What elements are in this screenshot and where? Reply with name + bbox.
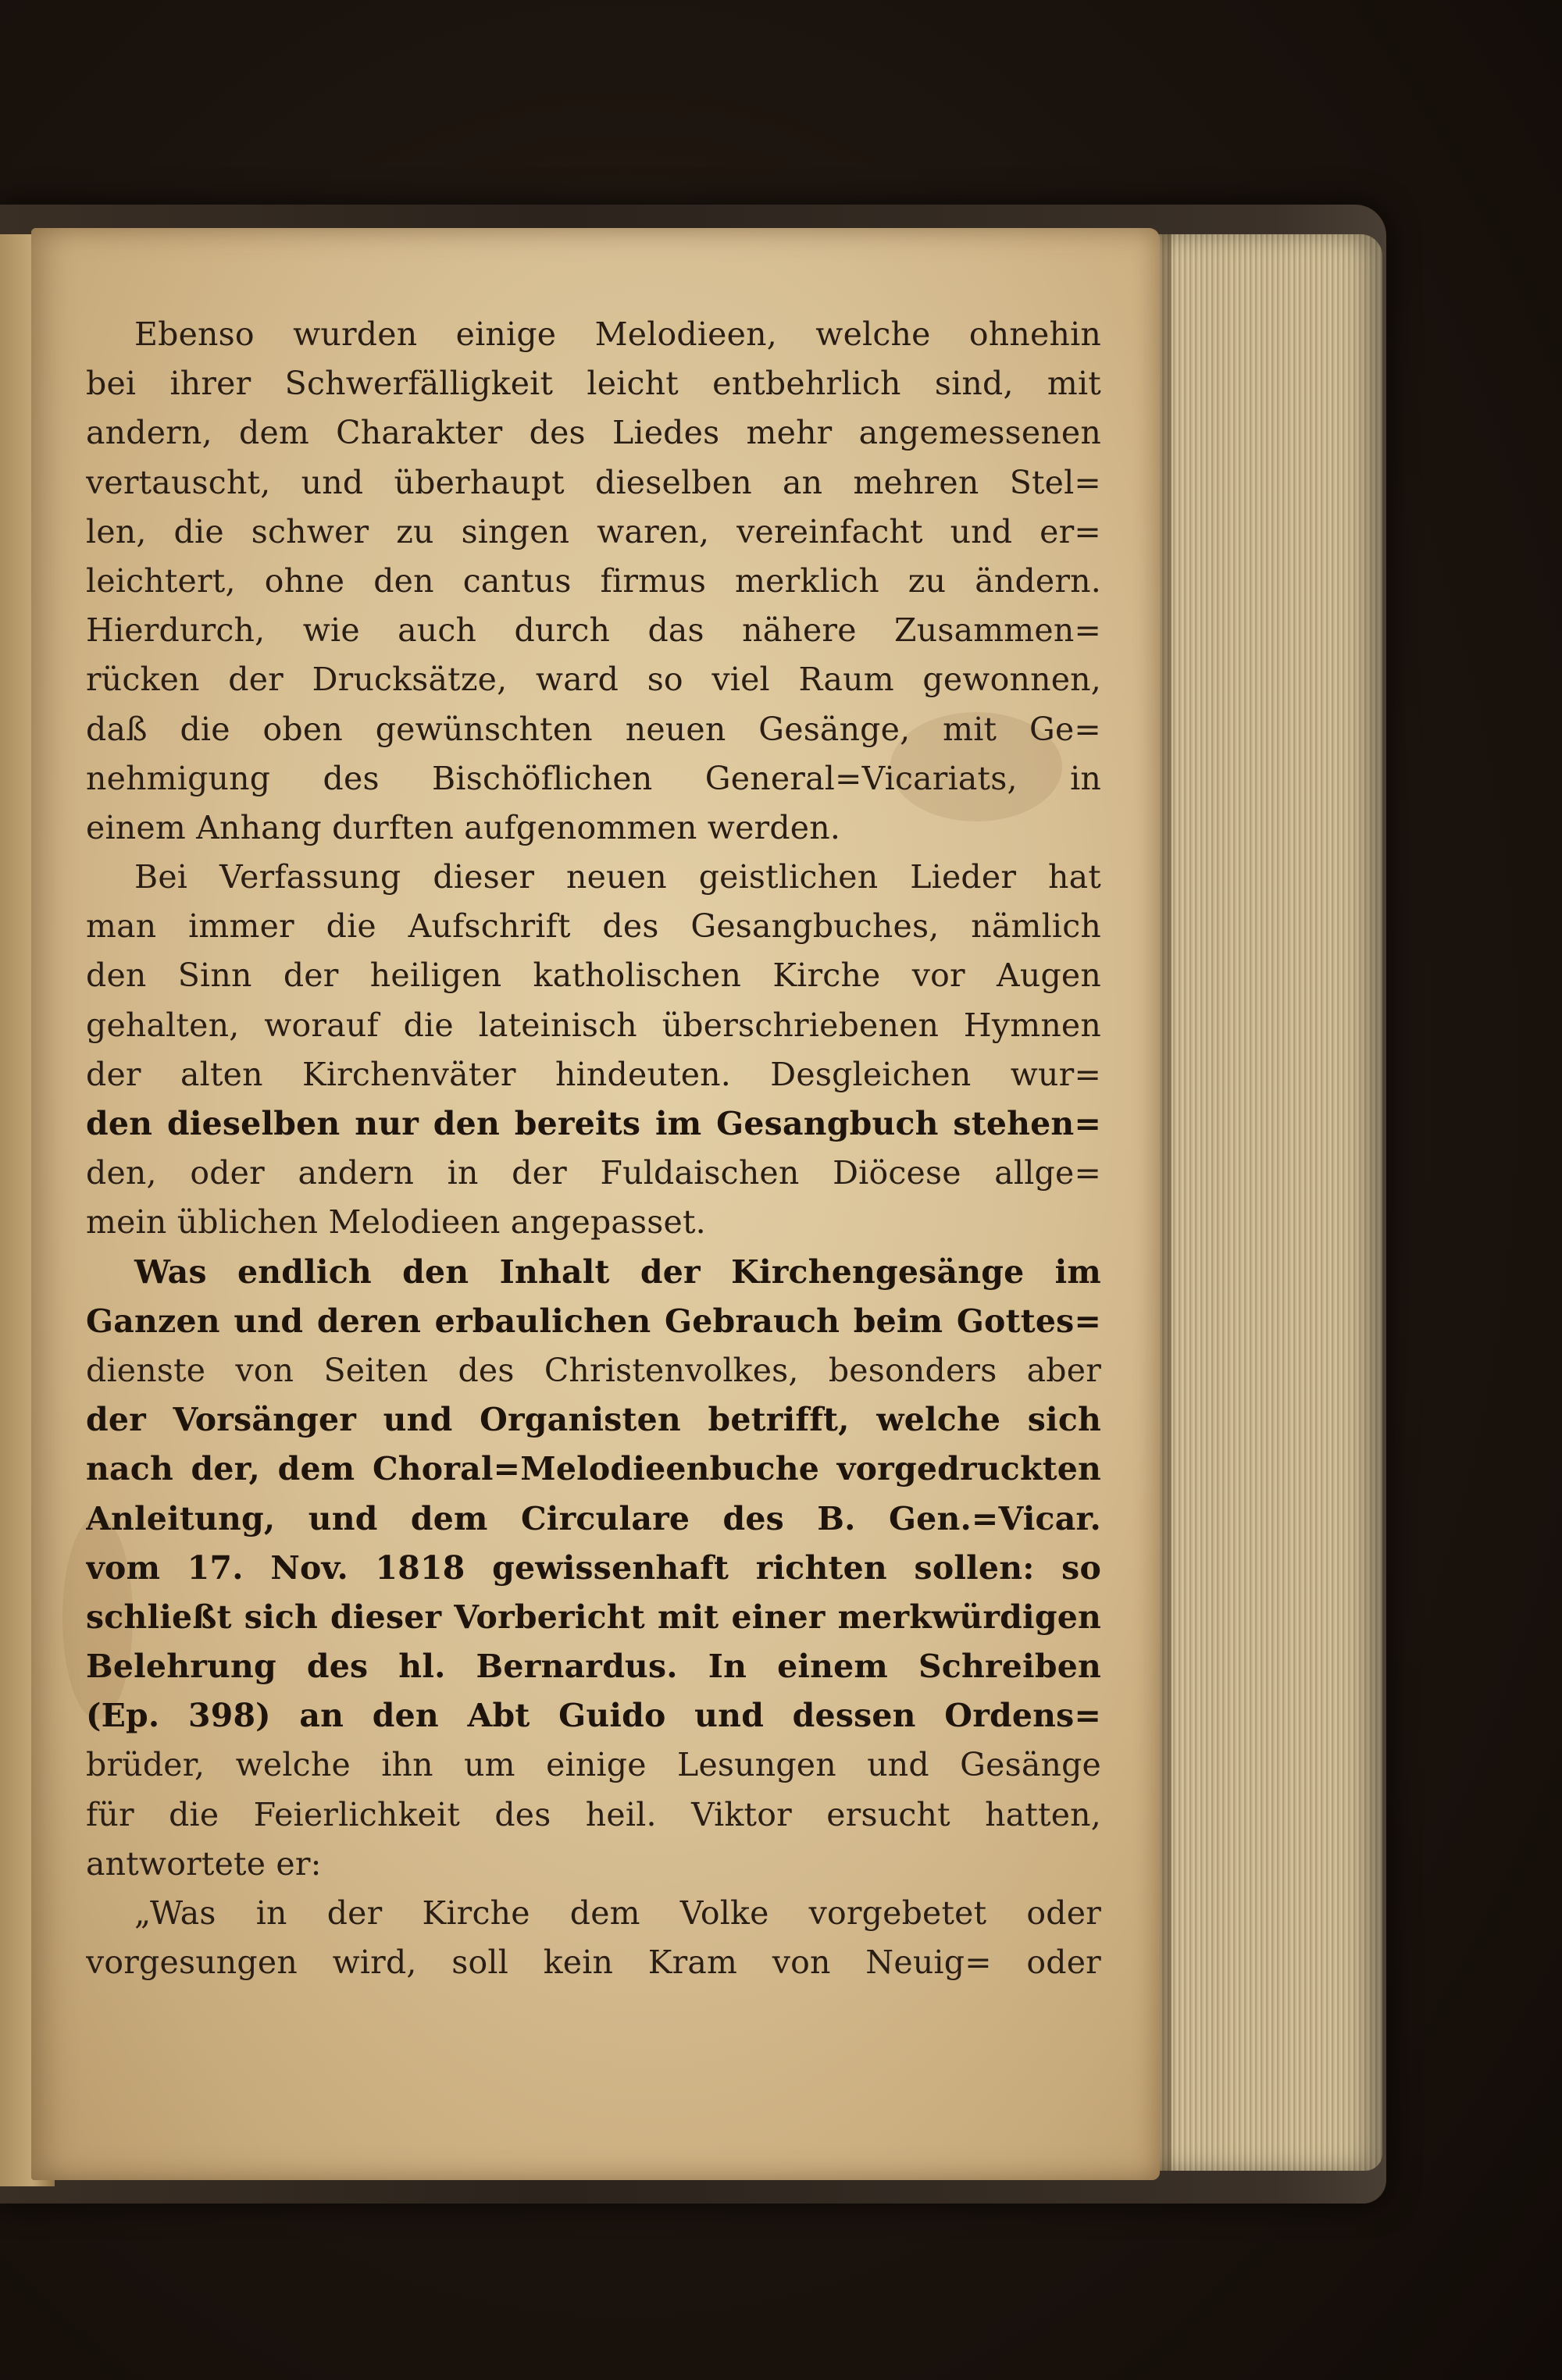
text-line: daß die oben gewünschten neuen Gesänge, mit Ge= — [86, 710, 1101, 748]
text-line: bei ihrer Schwerfälligkeit leicht entbehrlich sind, mit — [86, 365, 1101, 403]
page-text — [86, 310, 1101, 1987]
text-line: einem Anhang durften aufgenommen werden. — [86, 808, 841, 846]
text-line: nehmigung des Bischöflichen General=Vicariats, in — [86, 759, 1101, 797]
text-line: vom 17. Nov. 1818 gewissenhaft richten sollen: so — [86, 1548, 1101, 1587]
text-line: brüder, welche ihn um einige Lesungen und Gesänge — [86, 1746, 1101, 1784]
text-line: vertauscht, und überhaupt dieselben an mehren Stel= — [86, 463, 1101, 501]
text-line: vorgesungen wird, soll kein Kram von Neuig= oder — [86, 1944, 1101, 1982]
text-line: „Was in der Kirche dem Volke vorgebetet oder — [134, 1894, 1101, 1932]
text-line: rücken der Drucksätze, ward so viel Raum gewonnen, — [86, 661, 1101, 699]
text-line: den Sinn der heiligen katholischen Kirche vor Augen — [86, 957, 1101, 995]
book-page — [31, 228, 1160, 2180]
text-line: der alten Kirchenväter hindeuten. Desgleichen wur= — [86, 1055, 1101, 1093]
text-line: Belehrung des hl. Bernardus. In einem Schreiben — [86, 1648, 1101, 1686]
text-line: schließt sich dieser Vorbericht mit einer merkwürdigen — [86, 1598, 1101, 1636]
text-line: den dieselben nur den bereits im Gesangbuch stehen= — [86, 1105, 1101, 1142]
text-line: len, die schwer zu singen waren, vereinfacht und er= — [86, 512, 1101, 550]
text-line: für die Feierlichkeit des heil. Viktor ersucht hatten, — [86, 1795, 1101, 1833]
text-line: Ganzen und deren erbaulichen Gebrauch beim Gottes= — [86, 1302, 1101, 1340]
text-line: Anleitung, und dem Circulare des B. Gen.=Vicar. — [86, 1499, 1101, 1537]
text-line: andern, dem Charakter des Liedes mehr angemessenen — [86, 414, 1101, 452]
text-line: nach der, dem Choral=Melodieenbuche vorgedruckten — [86, 1450, 1101, 1488]
page-edges — [1148, 234, 1382, 2171]
text-line: Ebenso wurden einige Melodieen, welche ohnehin — [134, 315, 1101, 353]
text-line: man immer die Aufschrift des Gesangbuches, nämlich — [86, 907, 1101, 946]
text-line: den, oder andern in der Fuldaischen Diöcese allge= — [86, 1154, 1101, 1192]
text-line: Hierdurch, wie auch durch das nähere Zusammen= — [86, 611, 1101, 650]
text-line: mein üblichen Melodieen angepasset. — [86, 1203, 706, 1242]
text-line: (Ep. 398) an den Abt Guido und dessen Ordens= — [86, 1697, 1101, 1735]
text-line: der Vorsänger und Organisten betrifft, welche sich — [86, 1401, 1101, 1439]
text-line: antwortete er: — [86, 1844, 322, 1883]
text-line: dienste von Seiten des Christenvolkes, besonders aber — [86, 1351, 1101, 1389]
text-line: Bei Verfassung dieser neuen geistlichen Lieder hat — [134, 858, 1101, 896]
text-line: Was endlich den Inhalt der Kirchengesänge im — [134, 1252, 1101, 1291]
text-line: leichtert, ohne den cantus firmus merklich zu ändern. — [86, 561, 1101, 600]
text-line: gehalten, worauf die lateinisch überschriebenen Hymnen — [86, 1006, 1101, 1044]
